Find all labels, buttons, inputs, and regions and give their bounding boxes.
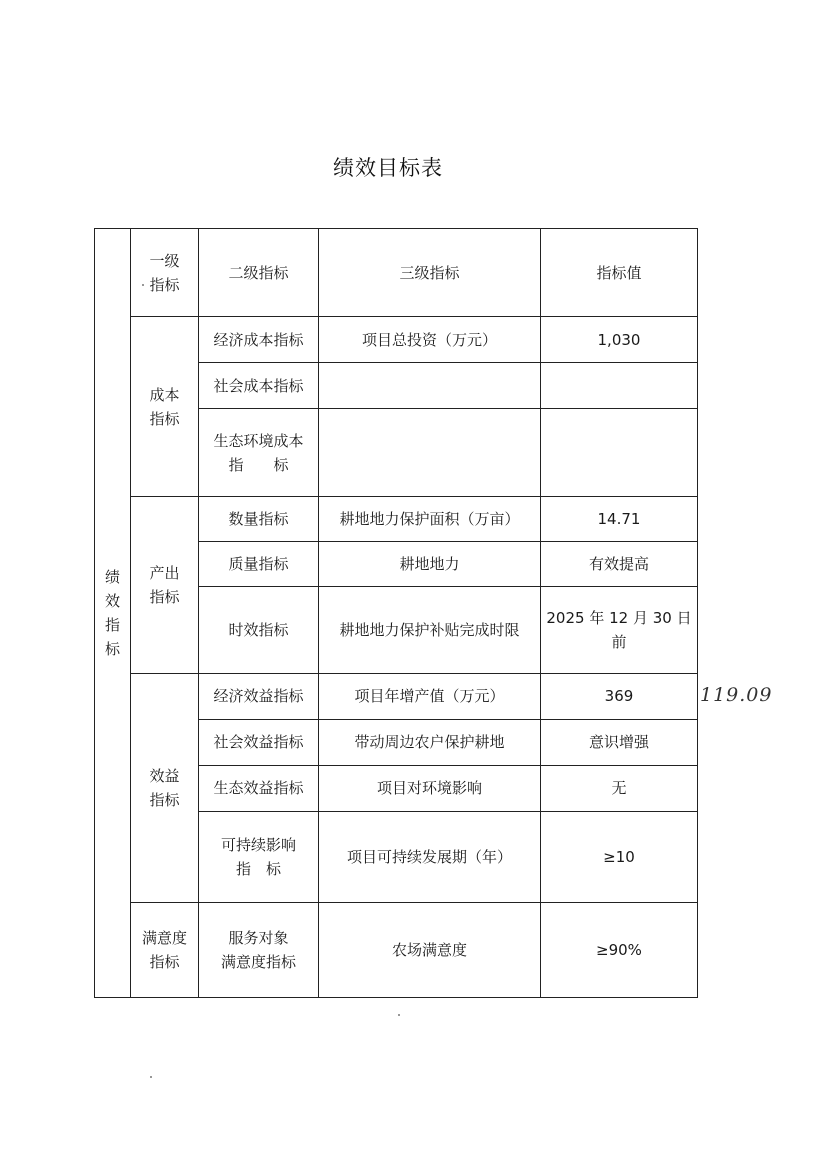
value-cell: 369 <box>541 673 698 719</box>
level2-cell: 生态环境成本 指 标 <box>199 409 319 497</box>
level2-cell: 质量指标 <box>199 542 319 587</box>
level3-cell: 带动周边农户保护耕地 <box>319 719 541 765</box>
level2-cell: 服务对象 满意度指标 <box>199 902 319 997</box>
level3-cell <box>319 409 541 497</box>
level3-cell <box>319 363 541 409</box>
header-level2: 二级指标 <box>199 229 319 317</box>
value-cell: 意识增强 <box>541 719 698 765</box>
value-cell <box>541 409 698 497</box>
level3-cell: 耕地地力保护面积（万亩） <box>319 497 541 542</box>
handwritten-note: 119.09 <box>700 684 773 706</box>
value-cell: ≥10 <box>541 811 698 902</box>
level2-cell: 社会效益指标 <box>199 719 319 765</box>
level2-cell: 经济效益指标 <box>199 673 319 719</box>
value-cell: ≥90% <box>541 902 698 997</box>
table-row <box>95 317 698 363</box>
level3-cell: 项目对环境影响 <box>319 765 541 811</box>
level3-cell: 项目年增产值（万元） <box>319 673 541 719</box>
level2-cell: 时效指标 <box>199 587 319 673</box>
scan-speck <box>142 284 144 286</box>
level2-cell: 数量指标 <box>199 497 319 542</box>
performance-target-table <box>94 228 698 998</box>
table-row <box>95 902 698 997</box>
level2-cell: 社会成本指标 <box>199 363 319 409</box>
value-cell <box>541 363 698 409</box>
header-value: 指标值 <box>541 229 698 317</box>
level2-cell: 经济成本指标 <box>199 317 319 363</box>
table-row <box>95 673 698 719</box>
level1-cell-benefit: 效益 指标 <box>131 673 199 902</box>
table-row <box>95 497 698 542</box>
value-cell: 有效提高 <box>541 542 698 587</box>
header-level3: 三级指标 <box>319 229 541 317</box>
level3-cell: 耕地地力保护补贴完成时限 <box>319 587 541 673</box>
page-title: 绩效目标表 <box>333 156 443 180</box>
level3-cell: 耕地地力 <box>319 542 541 587</box>
value-cell: 1,030 <box>541 317 698 363</box>
level3-cell: 农场满意度 <box>319 902 541 997</box>
level1-cell-output: 产出 指标 <box>131 497 199 673</box>
value-cell: 14.71 <box>541 497 698 542</box>
level1-cell-cost: 成本 指标 <box>131 317 199 497</box>
level2-cell: 可持续影响 指 标 <box>199 811 319 902</box>
value-cell: 2025 年 12 月 30 日 前 <box>541 587 698 673</box>
scan-speck <box>150 1076 152 1078</box>
root-category-cell: 绩 效 指 标 <box>95 229 131 998</box>
header-level1: 一级 指标 <box>131 229 199 317</box>
level3-cell: 项目总投资（万元） <box>319 317 541 363</box>
level3-cell: 项目可持续发展期（年） <box>319 811 541 902</box>
level2-cell: 生态效益指标 <box>199 765 319 811</box>
scan-speck <box>398 1014 400 1016</box>
value-cell: 无 <box>541 765 698 811</box>
table-header-row <box>95 229 698 317</box>
level1-cell-satisfaction: 满意度 指标 <box>131 902 199 997</box>
